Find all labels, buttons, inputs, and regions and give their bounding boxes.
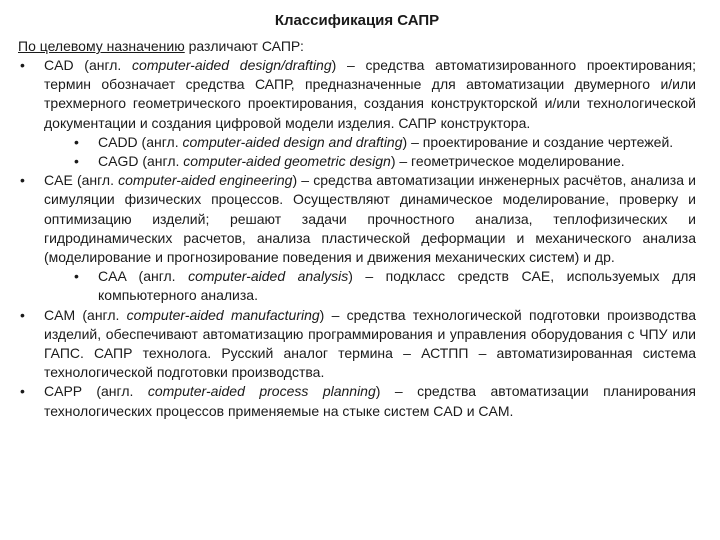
intro-line [18, 37, 696, 56]
item-english-term: computer-aided manufacturing [126, 306, 320, 323]
item-english-term: computer-aided process planning [147, 383, 376, 400]
item-term: CADD [98, 133, 138, 150]
list-item [18, 267, 696, 305]
item-lang: (англ. [81, 383, 148, 400]
item-english-term: computer-aided design/drafting [132, 57, 332, 73]
item-lang: (англ. [126, 268, 189, 285]
item-term: CAA [98, 268, 127, 285]
item-lang: (англ. [72, 172, 119, 189]
item-term: CAGD [98, 153, 139, 170]
bullet-marker: • [20, 383, 25, 400]
item-term: CAPP [44, 383, 82, 400]
item-english-term: computer-aided design and drafting [182, 133, 403, 150]
classification-list [18, 56, 696, 421]
page-title: Классификация САПР [274, 12, 440, 29]
list-item [18, 56, 696, 133]
list-item [18, 171, 696, 267]
bullet-marker: • [20, 172, 25, 189]
item-term: CAD [44, 57, 74, 73]
bullet-marker: • [20, 306, 25, 323]
item-english-term: computer-aided engineering [118, 172, 293, 189]
item-description: ) – средства автоматизации планирования технологических процессов применяемые на стыке систем CAD и CAM. [44, 383, 696, 419]
item-description: ) – геометрическое моделирование. [390, 153, 625, 170]
item-term: CAM [44, 306, 76, 323]
intro-rest: различают САПР: [184, 38, 304, 54]
item-description: ) – средства автоматизации инженерных расчётов, анализа и симуляции физических процессов. Осуществляют динамическое моделирование, проверку и оптимизацию изделий; решают задачи прочностного анализа, теплофизических и гидродинамических расчетов, анализа пластической деформации и механического анализа (моделирование и прогнозирование поведения и движения механических систем) и др. [44, 172, 696, 266]
list-item [18, 152, 696, 171]
item-lang: (англ. [73, 57, 133, 73]
intro-underlined: По целевому назначению [18, 38, 185, 54]
item-lang: (англ. [138, 153, 184, 170]
item-lang: (англ. [75, 306, 127, 323]
bullet-marker: • [20, 57, 25, 73]
item-english-term: computer-aided geometric design [183, 153, 391, 170]
list-item [18, 382, 696, 420]
item-description: ) – средства технологической подготовки производства изделий, обеспечивают автоматизацию программирования и управления оборудования с ЧПУ или ГАПС. САПР технолога. Русский аналог термина – АСТПП – автоматизированная система технологической подготовки производства. [44, 306, 696, 381]
item-lang: (англ. [137, 133, 183, 150]
list-item [18, 306, 696, 383]
item-term: CAE [44, 172, 73, 189]
item-description: ) – проектирование и создание чертежей. [402, 133, 674, 150]
bullet-marker: • [74, 268, 79, 285]
list-item [18, 133, 696, 152]
item-english-term: computer-aided analysis [188, 268, 349, 285]
item-description: ) – подкласс средств CAE, используемых для компьютерного анализа. [98, 268, 696, 304]
bullet-marker: • [74, 153, 79, 170]
bullet-marker: • [74, 133, 79, 150]
item-description: ) – средства автоматизированного проектирования; термин обозначает средства САПР, предназначенные для автоматизации двумерного и/или трехмерного геометрического проектирования, создания конструкторской и/или технологической документации и создания цифровой модели изделия. САПР конструктора. [44, 57, 696, 131]
